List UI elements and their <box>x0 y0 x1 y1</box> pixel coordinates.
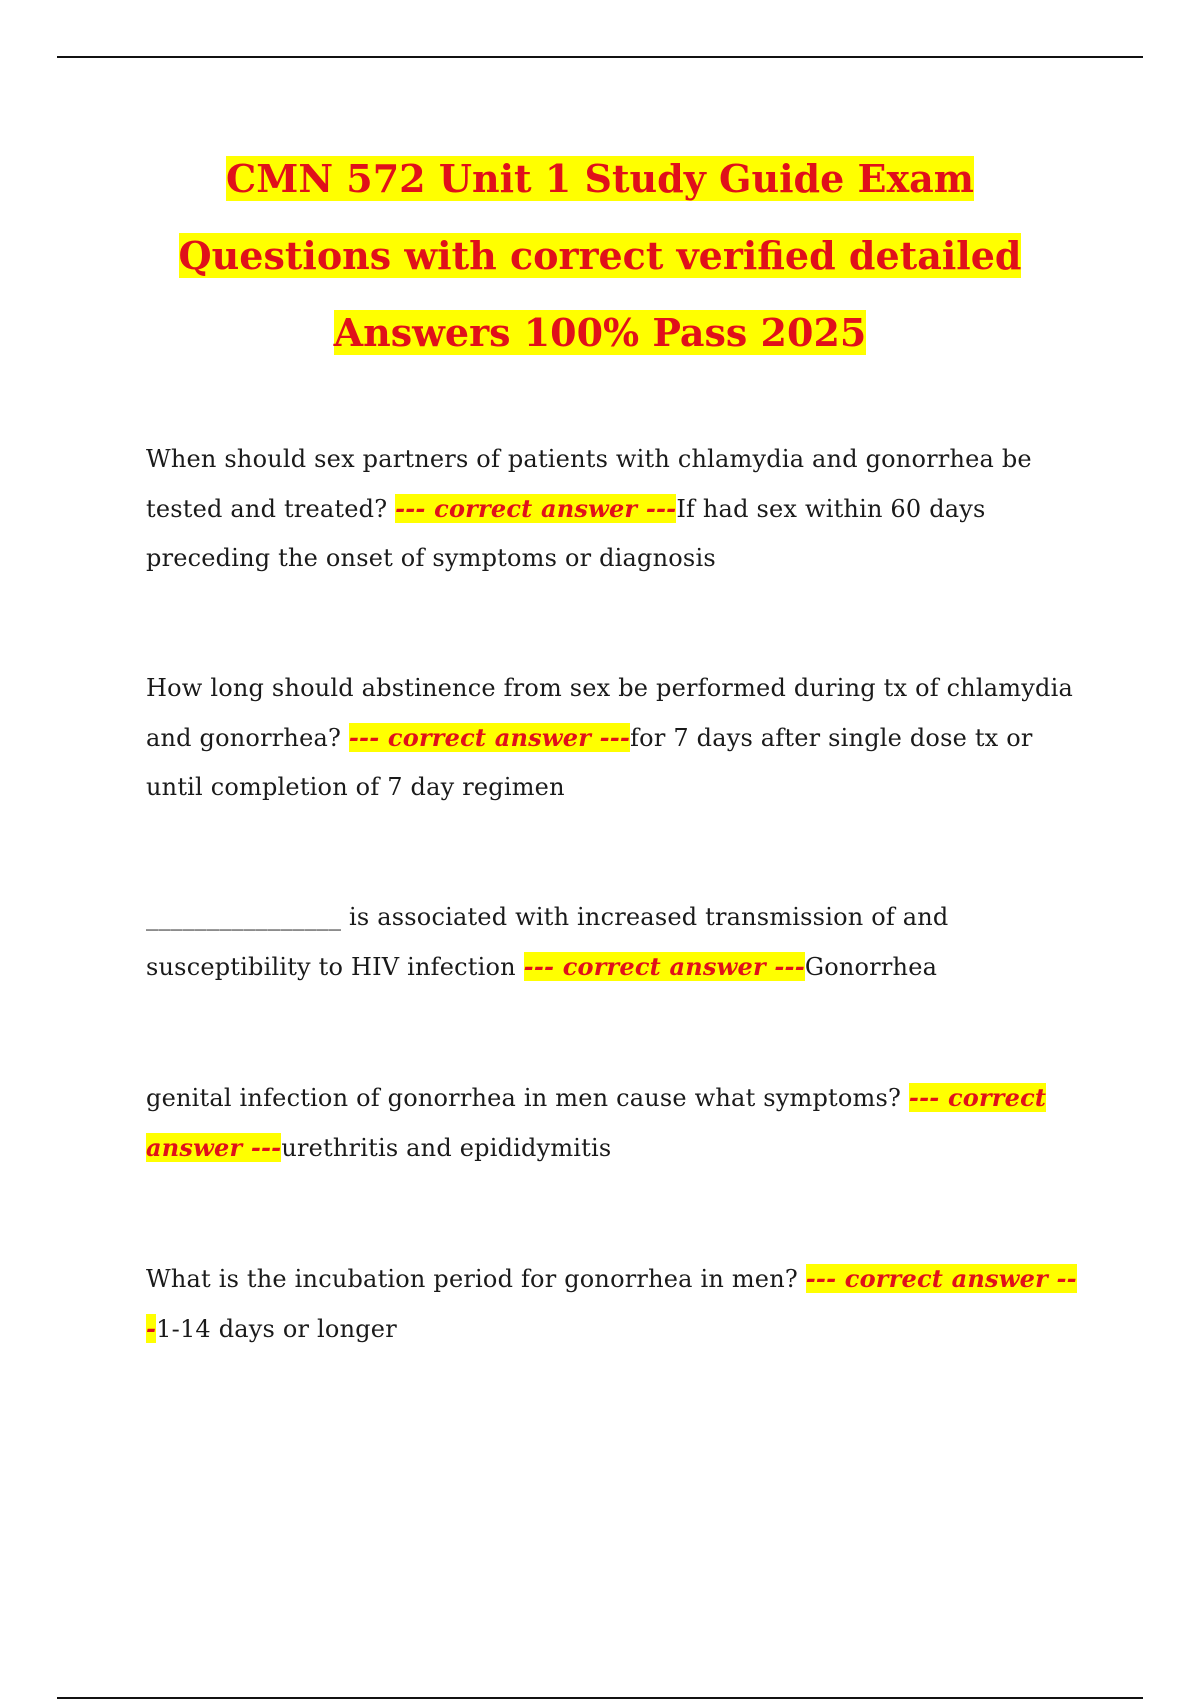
question-text: How long should abstinence from sex be performed during tx of chlamydia and gonorrhea? <box>146 674 1073 752</box>
qa-item <box>146 1254 1096 1354</box>
qa-item <box>146 435 1096 583</box>
title-line-3: Answers 100% Pass 2025 <box>333 310 867 355</box>
qa-item <box>146 893 1096 992</box>
question-text: When should sex partners of patients with chlamydia and gonorrhea be tested and treated? <box>146 445 1032 523</box>
answer-text: Gonorrhea <box>804 953 938 981</box>
qa-item <box>146 664 1096 812</box>
title-line-1: CMN 572 Unit 1 Study Guide Exam <box>226 156 974 201</box>
question-text: ________________ is associated with increased transmission of and susceptibility to HIV infection <box>146 903 949 981</box>
answer-text: urethritis and epididymitis <box>281 1134 612 1162</box>
bottom-rule <box>57 1697 1143 1699</box>
title-line-2: Questions with correct verified detailed <box>178 233 1022 278</box>
answer-text: If had sex within 60 days preceding the onset of symptoms or diagnosis <box>146 495 986 572</box>
top-rule <box>57 56 1143 58</box>
correct-answer-marker: --- correct answer --- <box>348 723 631 752</box>
qa-item <box>146 1073 1096 1173</box>
correct-answer-marker: --- correct answer --- <box>523 952 805 981</box>
correct-answer-marker: --- correct answer --- <box>146 1264 1077 1343</box>
correct-answer-marker: --- correct answer --- <box>395 494 677 523</box>
question-text: What is the incubation period for gonorrhea in men? <box>146 1265 806 1293</box>
question-text: genital infection of gonorrhea in men cause what symptoms? <box>146 1084 909 1112</box>
answer-text: for 7 days after single dose tx or until completion of 7 day regimen <box>146 724 1033 801</box>
answer-text: 1-14 days or longer <box>156 1315 397 1343</box>
document-title <box>80 140 1120 371</box>
correct-answer-marker: --- correct answer --- <box>146 1083 1047 1162</box>
